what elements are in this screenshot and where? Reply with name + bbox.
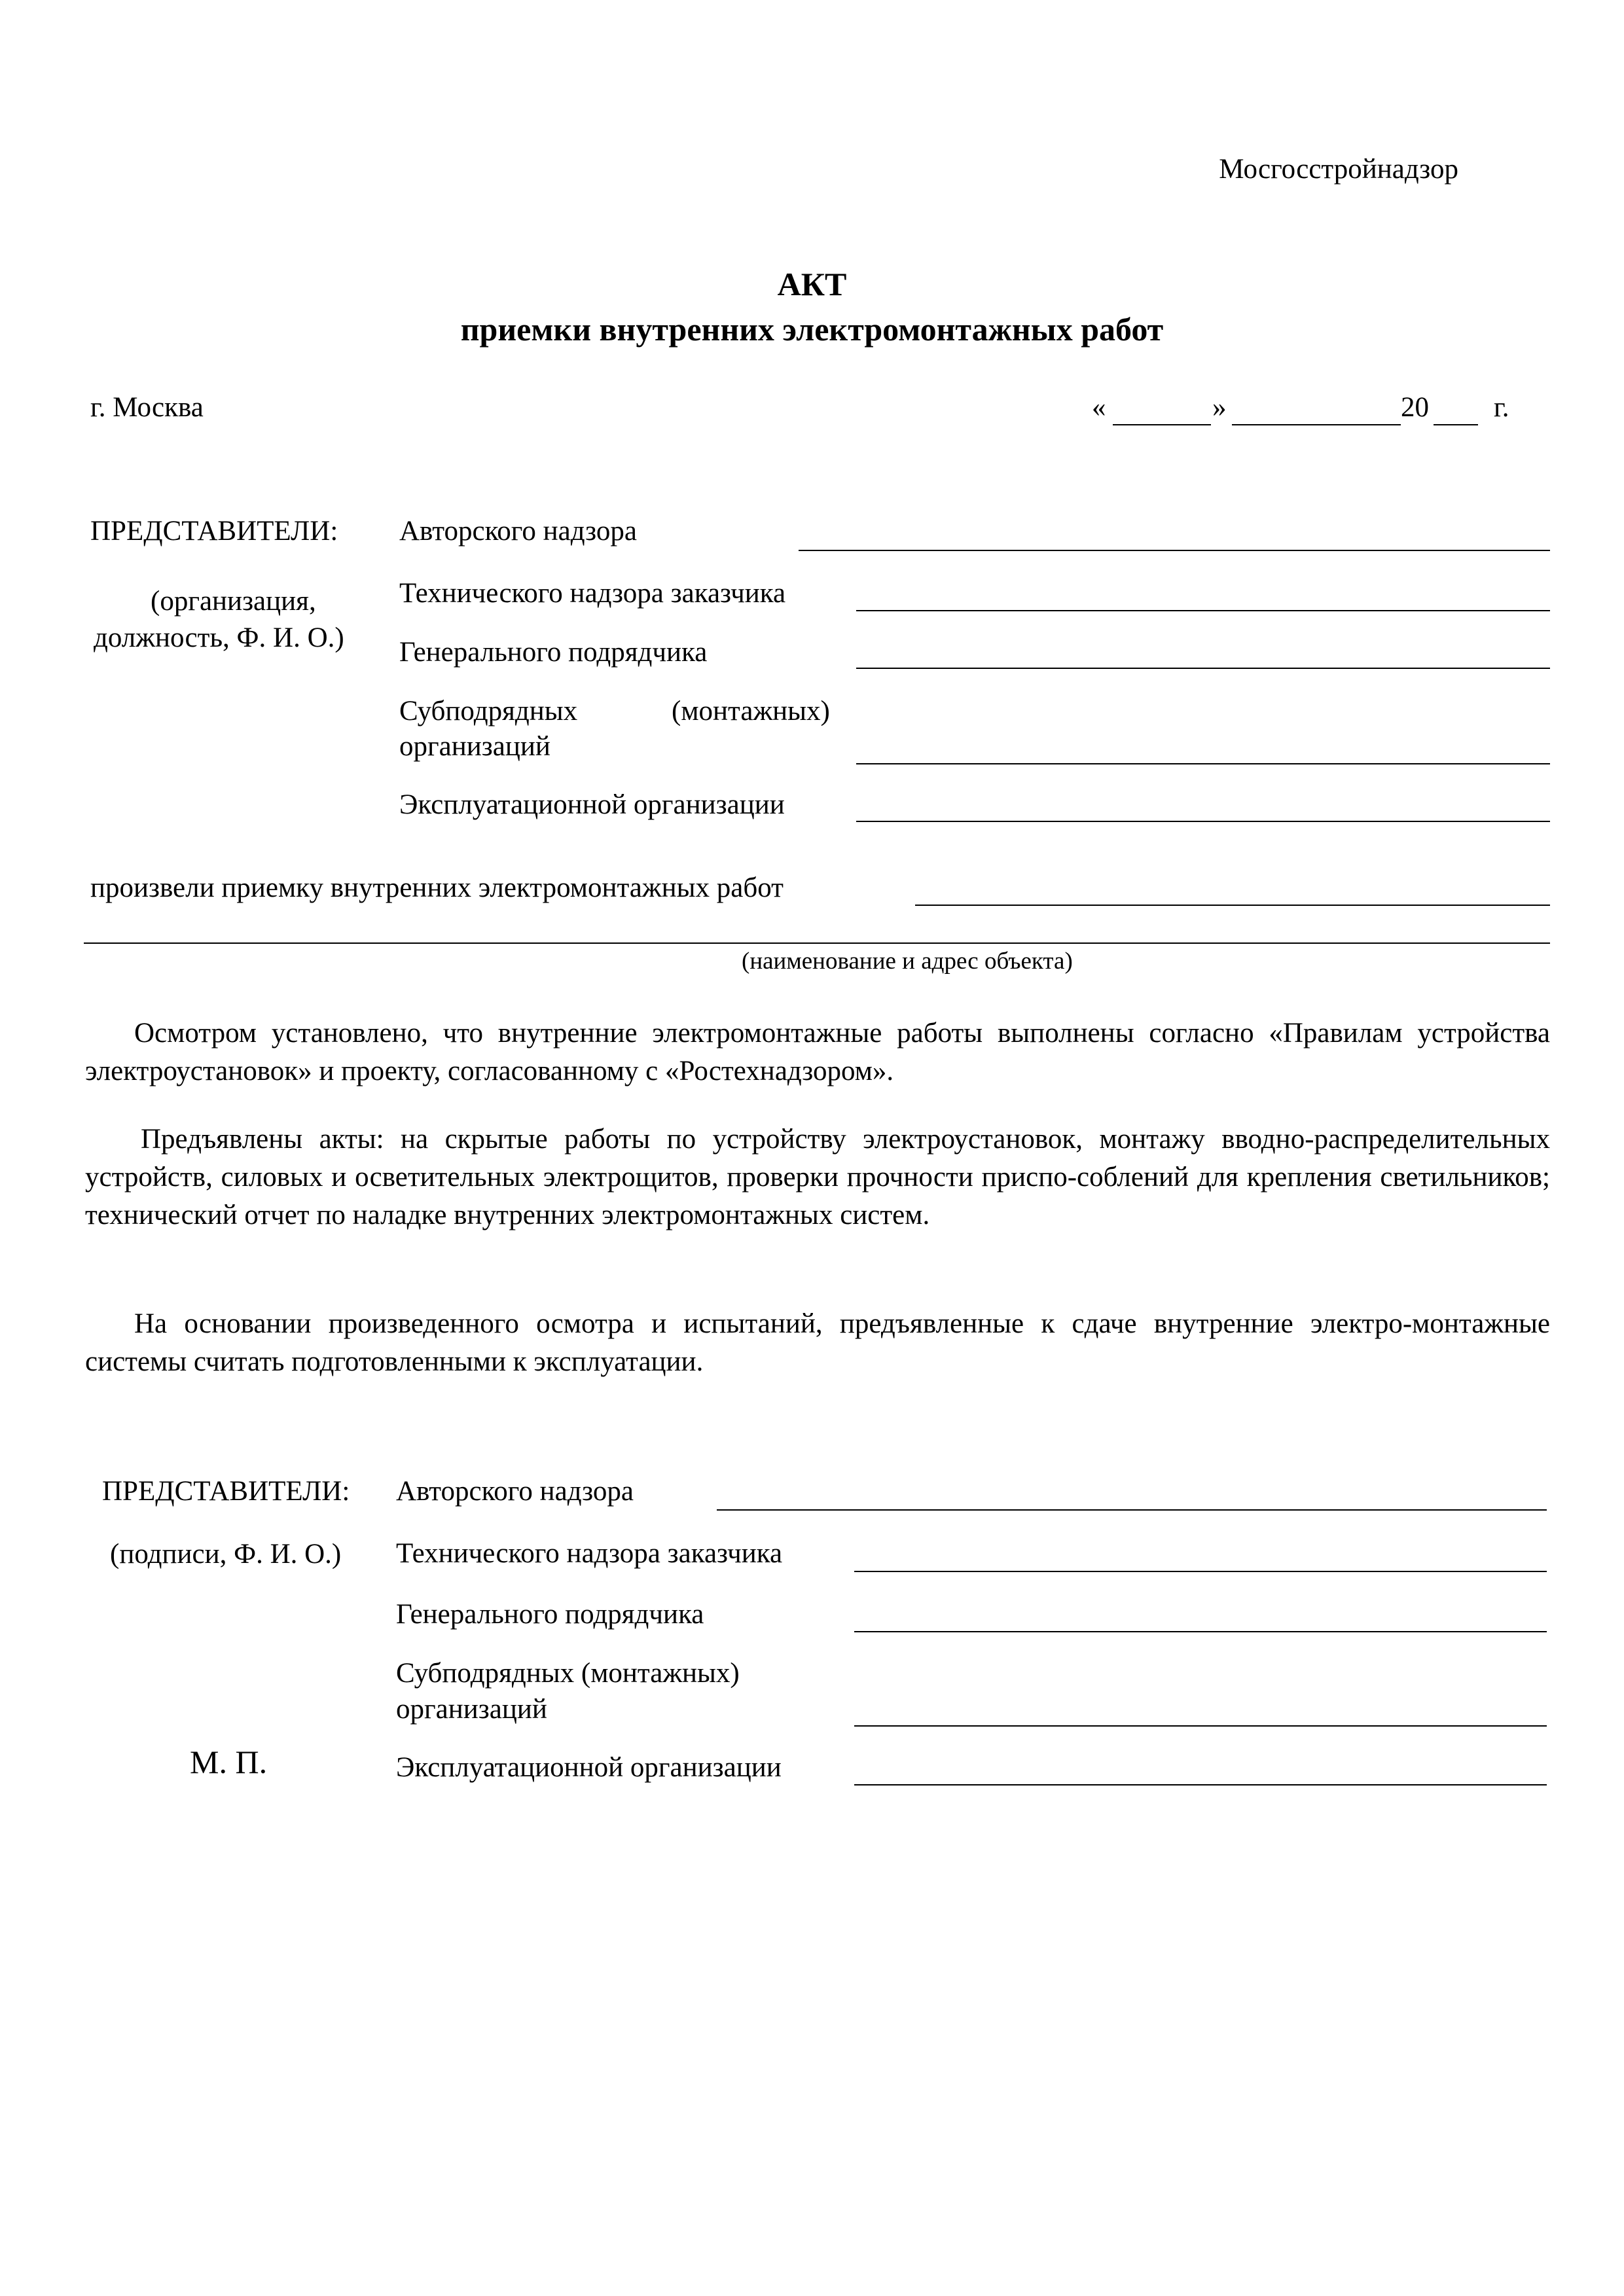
paragraph-acts: Предъявлены акты: на скрытые работы по устройству электроустановок, монтажу вводно-распределительных устройств, силовых и осветительных электрощитов, проверки прочности приспо-соблений для крепления светильников; технический отчет по наладке внутренних электромонтажных систем. [85,1124,1550,1230]
paragraph-inspection: Осмотром установлено, что внутренние электромонтажные работы выполнены согласно «Правилам устройства электроустановок» и проекту, согласованному с «Ростехнадзором». [85,1018,1550,1086]
operating-organization-field[interactable] [856,821,1550,822]
sign-label-technical-supervision: Технического надзора заказчика [396,1538,783,1569]
agency-name: Мосгосстройнадзор [1219,154,1458,185]
sign-author-supervision-field[interactable] [717,1509,1547,1511]
month-blank[interactable] [1232,424,1401,425]
author-supervision-field[interactable] [799,550,1550,551]
stamp-place: М. П. [190,1744,268,1780]
sign-label-subcontractor-line1: Субподрядных (монтажных) [396,1658,740,1689]
subcontractor-field[interactable] [856,763,1550,764]
day-blank[interactable] [1113,424,1211,425]
acceptance-text: произвели приемку внутренних электромонтажных работ [90,872,784,903]
sign-label-general-contractor: Генерального подрядчика [396,1599,704,1630]
technical-supervision-field[interactable] [856,610,1550,611]
row-label-subcontractor-word3: организаций [399,731,550,762]
row-label-operating-organization: Эксплуатационной организации [399,789,785,820]
row-label-technical-supervision: Технического надзора заказчика [399,578,786,609]
object-name-field[interactable] [915,905,1550,906]
sign-technical-supervision-field[interactable] [854,1571,1547,1572]
quote-open: « [1092,392,1106,423]
signatures-heading: ПРЕДСТАВИТЕЛИ: [102,1476,350,1507]
year-blank[interactable] [1434,424,1478,425]
signatures-note: (подписи, Ф. И. О.) [110,1539,342,1570]
object-address-field[interactable] [84,942,1550,944]
paragraph-conclusion: На основании произведенного осмотра и испытаний, предъявленные к сдаче внутренние электро-монтажные системы считать подготовленными к эксплуатации. [85,1308,1550,1377]
sign-general-contractor-field[interactable] [854,1631,1547,1632]
document-title: АКТ [777,266,847,302]
document-subtitle: приемки внутренних электромонтажных работ [460,311,1164,348]
sign-subcontractor-field[interactable] [854,1725,1547,1727]
object-caption: (наименование и адрес объекта) [742,948,1073,975]
sign-operating-organization-field[interactable] [854,1784,1547,1785]
sign-label-author-supervision: Авторского надзора [396,1476,634,1507]
representatives-heading: ПРЕДСТАВИТЕЛИ: [90,516,338,547]
quote-close: » [1212,392,1227,423]
row-label-general-contractor: Генерального подрядчика [399,637,708,668]
year-prefix: 20 [1401,392,1429,423]
row-label-author-supervision: Авторского надзора [399,516,637,547]
sign-label-operating-organization: Эксплуатационной организации [396,1752,782,1783]
representatives-note-line2: должность, Ф. И. О.) [94,622,344,653]
year-suffix: г. [1494,392,1509,423]
representatives-note-line1: (организация, [151,586,316,617]
sign-label-subcontractor-line2: организаций [396,1694,547,1725]
general-contractor-field[interactable] [856,668,1550,669]
row-label-subcontractor-word1: Субподрядных [399,696,578,726]
row-label-subcontractor-word2: (монтажных) [672,696,830,726]
city: г. Москва [90,392,204,423]
